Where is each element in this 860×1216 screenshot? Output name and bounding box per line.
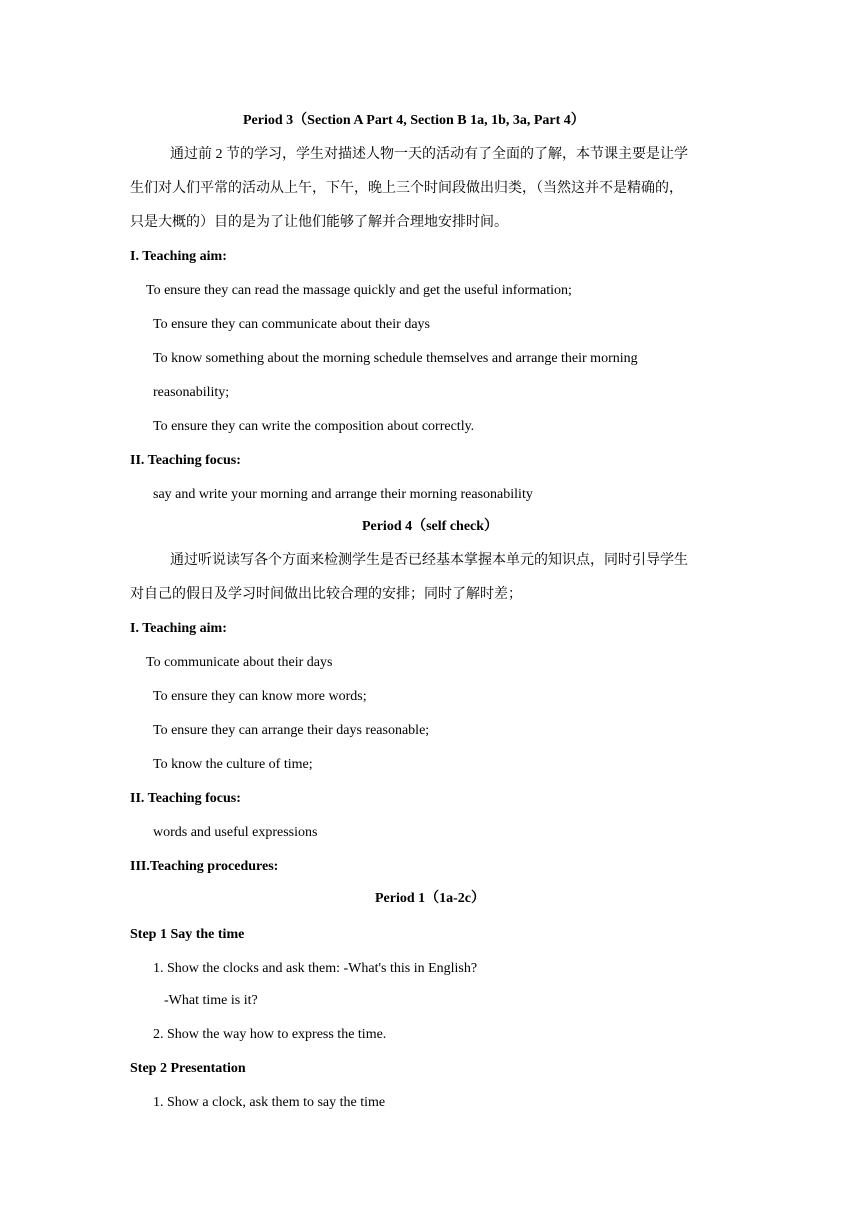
procedures-heading: III.Teaching procedures: xyxy=(130,859,279,874)
period3-aim-1: To ensure they can read the massage quickly and get the useful information; xyxy=(146,283,572,298)
period3-intro-line-2: 生们对人们平常的活动从上午，下午，晚上三个时间段做出归类，（当然这并不是精确的， xyxy=(130,181,683,196)
step2-item-1: 1. Show a clock, ask them to say the time xyxy=(153,1095,386,1110)
period3-aim-2: To ensure they can communicate about their days xyxy=(153,317,430,332)
period4-title: Period 4（self check） xyxy=(361,519,499,534)
period3-aim-3: To know something about the morning schedule themselves and arrange their morning xyxy=(153,351,638,366)
step1-heading: Step 1 Say the time xyxy=(130,927,245,942)
period3-aim-4: To ensure they can write the composition about correctly. xyxy=(153,419,475,434)
period4-intro-line-1: 通过听说读写各个方面来检测学生是否已经基本掌握本单元的知识点，同时引导学生 xyxy=(170,553,688,568)
period3-aim-heading: I. Teaching aim: xyxy=(130,249,227,264)
period4-aim-3: To ensure they can arrange their days reasonable; xyxy=(153,723,430,738)
step1-item-1: 1. Show the clocks and ask them: -What's this in English? xyxy=(153,961,478,976)
period3-title: Period 3（Section A Part 4, Section B 1a, 1b, 3a, Part 4） xyxy=(243,113,585,128)
period3-intro-line-3: 只是大概的）目的是为了让他们能够了解并合理地安排时间。 xyxy=(130,215,508,230)
period1-title: Period 1（1a-2c） xyxy=(374,891,486,906)
period4-focus-heading: II. Teaching focus: xyxy=(130,791,241,806)
step1-item-1-continued: -What time is it? xyxy=(164,993,258,1008)
step2-heading: Step 2 Presentation xyxy=(130,1061,246,1076)
period3-aim-3-continued: reasonability; xyxy=(153,385,230,400)
period3-focus: say and write your morning and arrange their morning reasonability xyxy=(153,487,533,502)
period4-focus: words and useful expressions xyxy=(153,825,318,840)
period4-aim-4: To know the culture of time; xyxy=(153,757,313,772)
period3-intro-line-1: 通过前 2 节的学习，学生对描述人物一天的活动有了全面的了解，本节课主要是让学 xyxy=(170,147,688,162)
step1-item-2: 2. Show the way how to express the time. xyxy=(153,1027,387,1042)
period4-intro-line-2: 对自己的假日及学习时间做出比较合理的安排；同时了解时差； xyxy=(130,587,522,602)
period3-focus-heading: II. Teaching focus: xyxy=(130,453,241,468)
period4-aim-heading: I. Teaching aim: xyxy=(130,621,227,636)
period4-aim-1: To communicate about their days xyxy=(146,655,333,670)
period4-aim-2: To ensure they can know more words; xyxy=(153,689,367,704)
